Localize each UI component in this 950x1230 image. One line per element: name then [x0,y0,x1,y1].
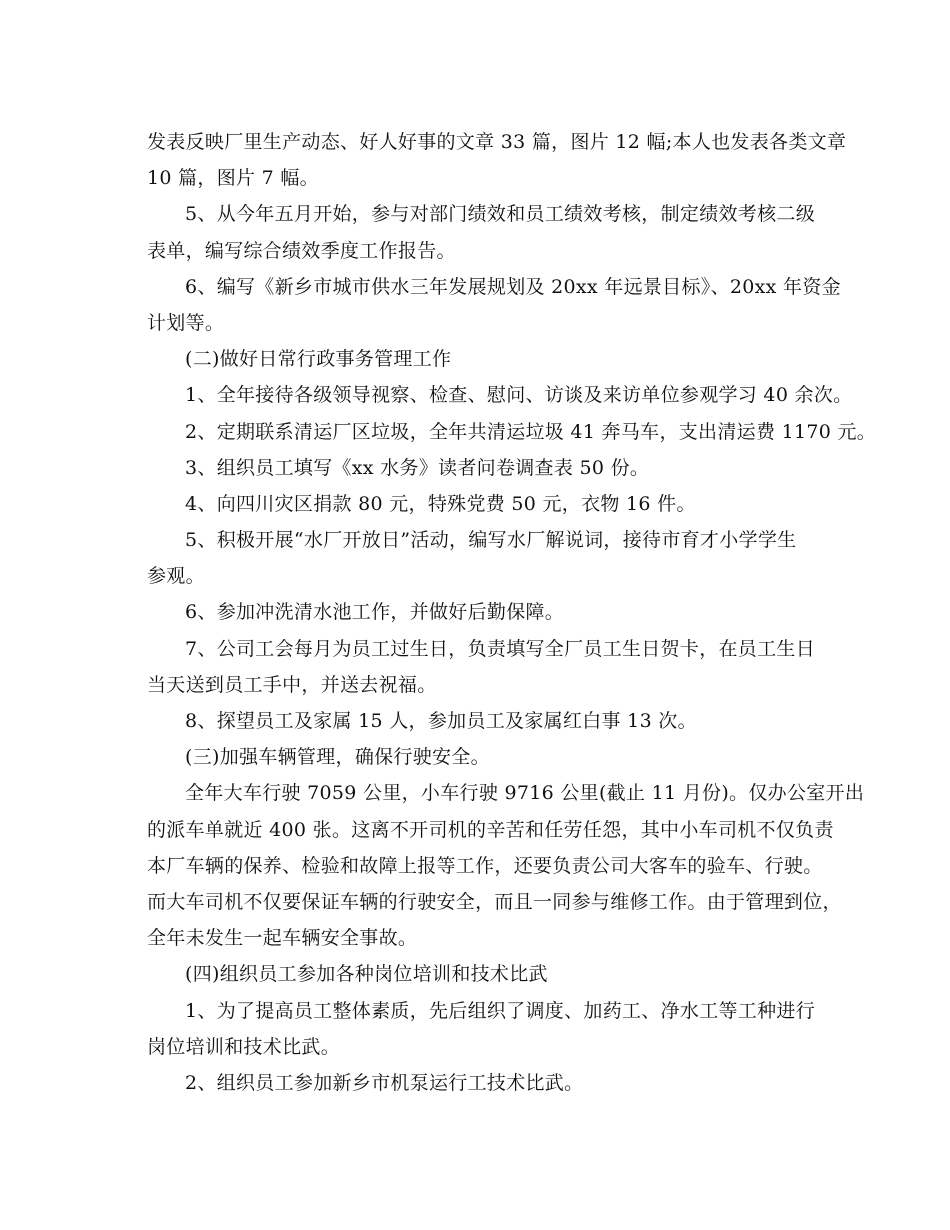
text-line: 参观。 [147,565,205,588]
text-line: 而大车司机不仅要保证车辆的行驶安全，而且一同参与维修工作。由于管理到位， [147,890,842,913]
text-line: 2、组织员工参加新乡市机泵运行工技术比武。 [185,1071,584,1094]
text-line: 4、向四川灾区捐款 80 元，特殊党费 50 元，衣物 16 件。 [185,492,696,515]
text-line: (二)做好日常行政事务管理工作 [185,348,452,371]
text-line: 的派车单就近 400 张。这离不开司机的辛苦和任劳任怨，其中小车司机不仅负责 [147,818,834,841]
text-line: 2、定期联系清运厂区垃圾，全年共清运垃圾 41 奔马车，支出清运费 1170 元。 [185,420,877,443]
text-line: (三)加强车辆管理，确保行驶安全。 [185,746,490,769]
text-line: 10 篇，图片 7 幅。 [147,167,319,190]
text-line: 6、参加冲洗清水池工作，并做好后勤保障。 [185,601,565,624]
text-line: 全年未发生一起车辆安全事故。 [147,927,418,950]
text-line: 1、为了提高员工整体素质，先后组织了调度、加药工、净水工等工种进行 [185,999,815,1022]
text-line: (四)组织员工参加各种岗位培训和技术比武 [185,963,548,986]
text-line: 5、从今年五月开始，参与对部门绩效和员工绩效考核，制定绩效考核二级 [185,203,815,226]
text-line: 8、探望员工及家属 15 人，参加员工及家属红白事 13 次。 [185,710,697,732]
document-body [147,124,877,1101]
text-line: 岗位培训和技术比武。 [147,1035,341,1058]
text-line: 7、公司工会每月为员工过生日，负责填写全厂员工生日贺卡，在员工生日 [185,637,815,660]
text-line: 当天送到员工手中，并送去祝福。 [147,673,437,696]
text-line: 计划等。 [147,311,225,334]
text-line: 5、积极开展“水厂开放日”活动，编写水厂解说词，接待市育才小学学生 [185,529,797,552]
text-line: 全年大车行驶 7059 公里，小车行驶 9716 公里(截止 11 月份)。仅办公室开出 [185,782,865,805]
text-line: 发表反映厂里生产动态、好人好事的文章 33 篇，图片 12 幅;本人也发表各类文章 [147,131,847,153]
text-line: 本厂车辆的保养、检验和故障上报等工作，还要负责公司大客车的验车、行驶。 [147,854,823,877]
text-line: 表单，编写综合绩效季度工作报告。 [147,239,456,262]
text-line: 6、编写《新乡市城市供水三年发展规划及 20xx 年远景目标》、20xx 年资金 [185,275,841,298]
text-line: 3、组织员工填写《xx 水务》读者问卷调查表 50 份。 [185,456,650,479]
text-line: 1、全年接待各级领导视察、检查、慰问、访谈及来访单位参观学习 40 余次。 [185,384,853,407]
